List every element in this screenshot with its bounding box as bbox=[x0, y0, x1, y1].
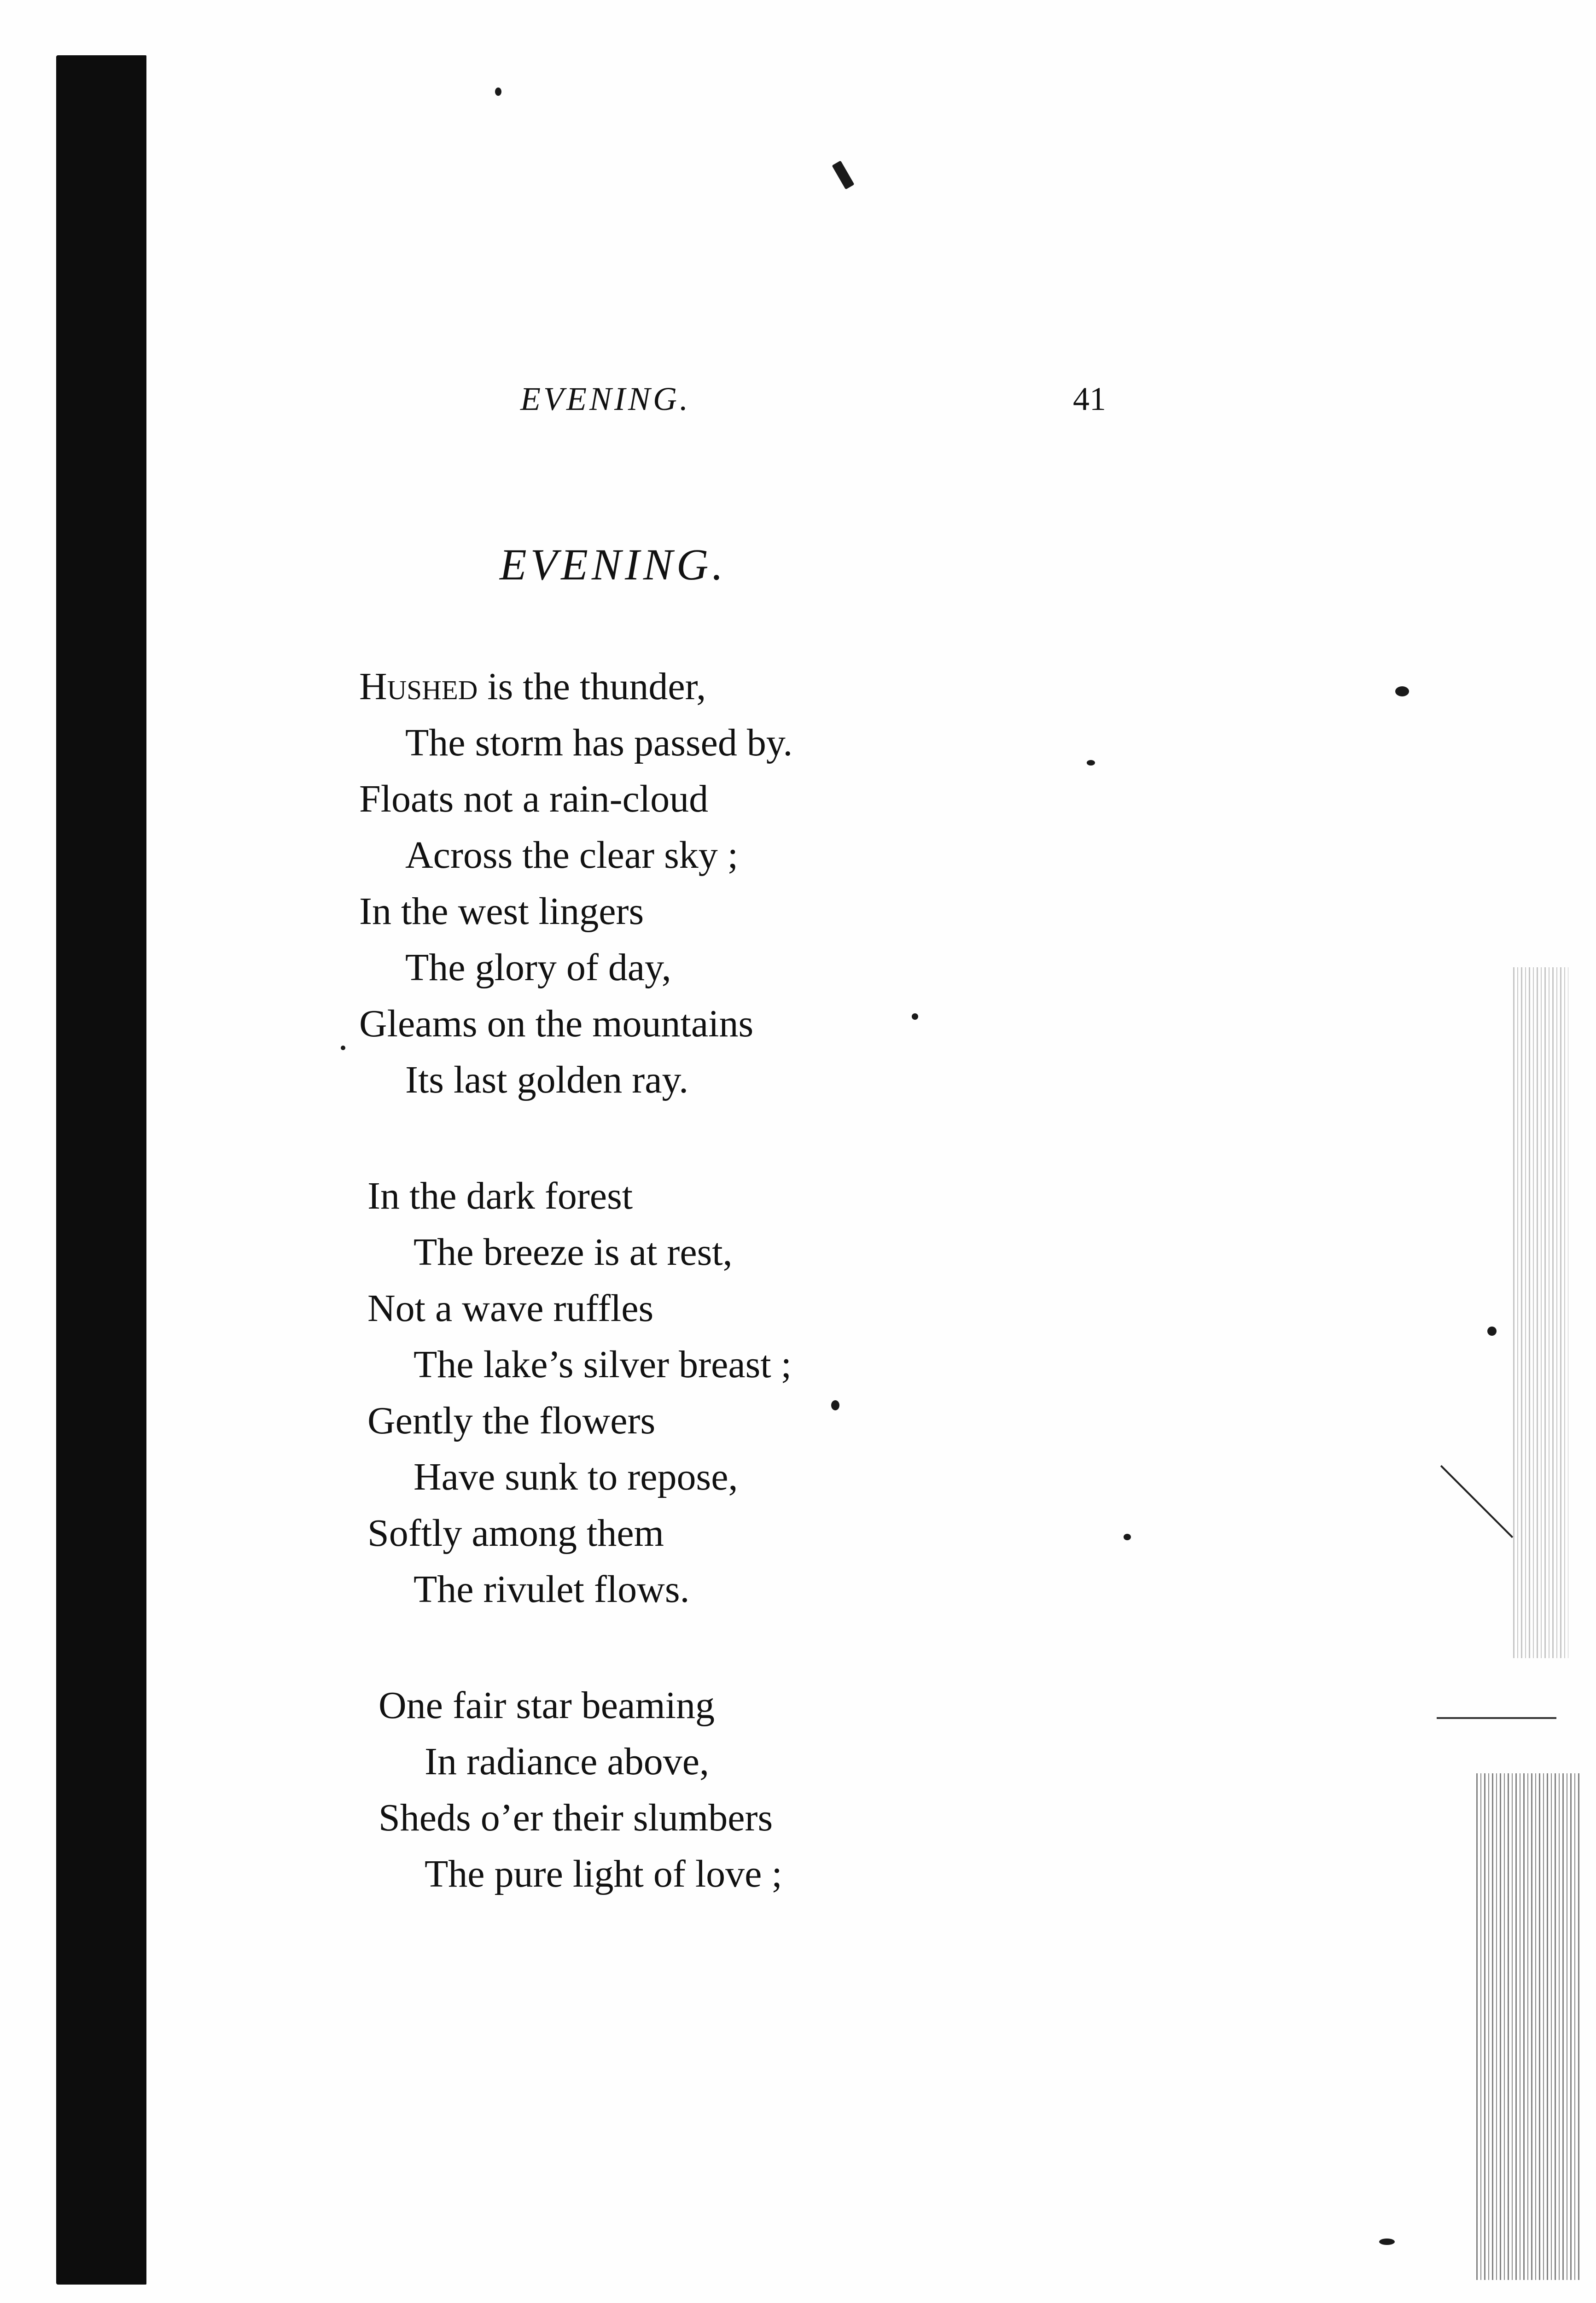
stanza-2 bbox=[367, 1168, 1188, 1618]
stanza-3 bbox=[379, 1678, 1188, 1902]
poem-line: In the west lingers bbox=[359, 890, 644, 933]
running-head bbox=[0, 380, 1596, 431]
poem-line: Across the clear sky ; bbox=[405, 834, 739, 877]
ink-speck bbox=[1379, 2239, 1395, 2245]
poem-line: The glory of day, bbox=[405, 946, 671, 989]
stanza-1 bbox=[359, 659, 1188, 1108]
poem-line: The pure light of love ; bbox=[425, 1853, 782, 1895]
ink-speck bbox=[341, 1046, 345, 1050]
page-number: 41 bbox=[1073, 380, 1106, 417]
poem-line: Not a wave ruffles bbox=[367, 1287, 654, 1330]
poem-line: Floats not a rain-cloud bbox=[359, 777, 709, 820]
scan-artifact-line bbox=[1437, 1717, 1556, 1719]
poem-body bbox=[359, 659, 1188, 1962]
poem-line: Sheds o’er their slumbers bbox=[379, 1796, 773, 1839]
poem-line: The rivulet flows. bbox=[414, 1568, 690, 1611]
poem-line: In the dark forest bbox=[367, 1175, 633, 1217]
poem-line: Have sunk to repose, bbox=[414, 1455, 738, 1498]
initial-word: Hushed bbox=[359, 665, 478, 708]
scan-noise-right-edge bbox=[1476, 1773, 1582, 2280]
ink-speck bbox=[1487, 1327, 1497, 1336]
ink-speck bbox=[1395, 686, 1409, 696]
poem-line: Its last golden ray. bbox=[405, 1058, 689, 1101]
poem-line: In radiance above, bbox=[425, 1740, 709, 1783]
ink-speck bbox=[495, 88, 501, 96]
scan-noise-right-margin bbox=[1513, 967, 1568, 1658]
poem-line: One fair star beaming bbox=[379, 1684, 715, 1727]
scan-artifact-stroke bbox=[1440, 1465, 1513, 1538]
poem-line: The lake’s silver breast ; bbox=[414, 1343, 792, 1386]
line-text: is the thunder, bbox=[478, 665, 706, 708]
poem-line: The breeze is at rest, bbox=[414, 1231, 733, 1274]
poem-line: Gleams on the mountains bbox=[359, 1002, 754, 1045]
poem-line bbox=[359, 659, 1188, 715]
running-title: EVENING. bbox=[520, 380, 691, 417]
poem-line: Softly among them bbox=[367, 1512, 664, 1555]
poem-line: The storm has passed by. bbox=[405, 721, 793, 764]
ink-speck bbox=[832, 161, 854, 190]
poem-title: EVENING. bbox=[500, 540, 727, 589]
poem-line: Gently the flowers bbox=[367, 1399, 656, 1442]
